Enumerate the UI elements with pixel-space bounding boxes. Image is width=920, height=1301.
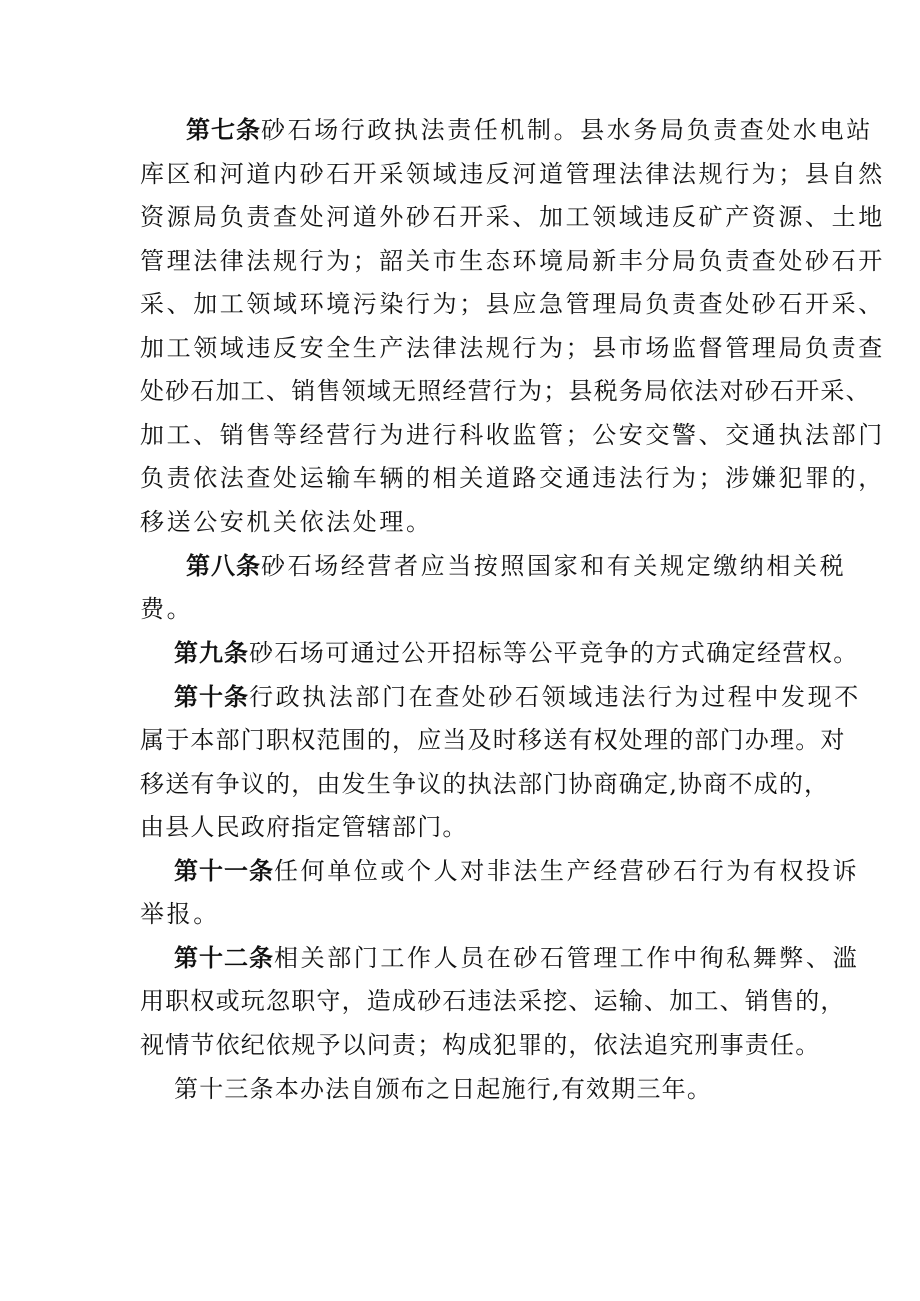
article-12-heading: 第十二条 [174, 944, 274, 972]
article-7-line-2: 库区和河道内砂石开采领域违反河道管理法律法规行为；县自然 [140, 160, 885, 188]
article-13-heading: 第十三条 [174, 1075, 275, 1103]
article-13-line-1 [174, 1072, 794, 1106]
article-10-text: 行政执法部门在查处砂石领域违法行为过程中发现不 [249, 683, 861, 711]
article-8-text: 砂石场经营者应当按照国家和有关规定缴纳相关税 [261, 552, 847, 580]
article-11-text: 任何单位或个人对非法生产经营砂石行为有权投诉 [274, 857, 860, 885]
article-11-heading: 第十一条 [174, 857, 274, 885]
article-9-line-1 [174, 636, 859, 670]
article-13-text: 本办法自颁布之日起施行,有效期三年。 [274, 1075, 713, 1103]
article-12-line-3: 视情节依纪依规予以问责；构成犯罪的，依法追究刑事责任。 [140, 1031, 821, 1059]
article-7-line-1 [186, 113, 873, 147]
article-8-line-1 [186, 549, 847, 583]
article-10-line-4: 由县人民政府指定管辖部门。 [140, 813, 468, 841]
article-7-line-3: 资源局负责查处河道外砂石开采、加工领域违反矿产资源、土地 [140, 203, 885, 231]
article-7-line-10: 移送公安机关依法处理。 [140, 508, 433, 536]
article-7-line-6: 加工领域违反安全生产法律法规行为；县市场监督管理局负责查 [140, 334, 885, 362]
article-11-line-2: 举报。 [140, 900, 220, 928]
article-7-text: 砂石场行政执法责任机制。县水务局负责查处水电站 [261, 116, 873, 144]
article-9-heading: 第九条 [174, 639, 249, 667]
article-7-line-7: 处砂石加工、销售领域无照经营行为；县税务局依法对砂石开采、 [140, 377, 871, 405]
article-12-line-2: 用职权或玩忽职守，造成砂石违法采挖、运输、加工、销售的， [140, 987, 846, 1015]
article-12-line-1 [174, 941, 860, 975]
article-10-line-1 [174, 680, 861, 714]
article-7-line-8: 加工、销售等经营行为进行科收监管；公安交警、交通执法部门 [140, 421, 885, 449]
article-7-line-5: 采、加工领域环境污染行为；县应急管理局负责查处砂石开采、 [140, 290, 885, 318]
article-11-line-1 [174, 854, 860, 888]
article-7-line-9: 负责依法查处运输车辆的相关道路交通违法行为；涉嫌犯罪的， [140, 464, 885, 492]
article-9-text: 砂石场可通过公开招标等公平竞争的方式确定经营权。 [249, 639, 859, 667]
article-8-heading: 第八条 [186, 552, 261, 580]
article-8-line-2: 费。 [140, 595, 194, 623]
article-10-line-3: 移送有争议的，由发生争议的执法部门协商确定,协商不成的， [140, 770, 830, 798]
article-10-line-2: 属于本部门职权范围的，应当及时移送有权处理的部门办理。对 [140, 726, 846, 754]
article-7-heading: 第七条 [186, 116, 261, 144]
article-10-heading: 第十条 [174, 683, 249, 711]
article-7-line-4: 管理法律法规行为；韶关市生态环境局新丰分局负责查处砂石开 [140, 247, 885, 275]
article-12-text: 相关部门工作人员在砂石管理工作中徇私舞弊、滥 [274, 944, 860, 972]
